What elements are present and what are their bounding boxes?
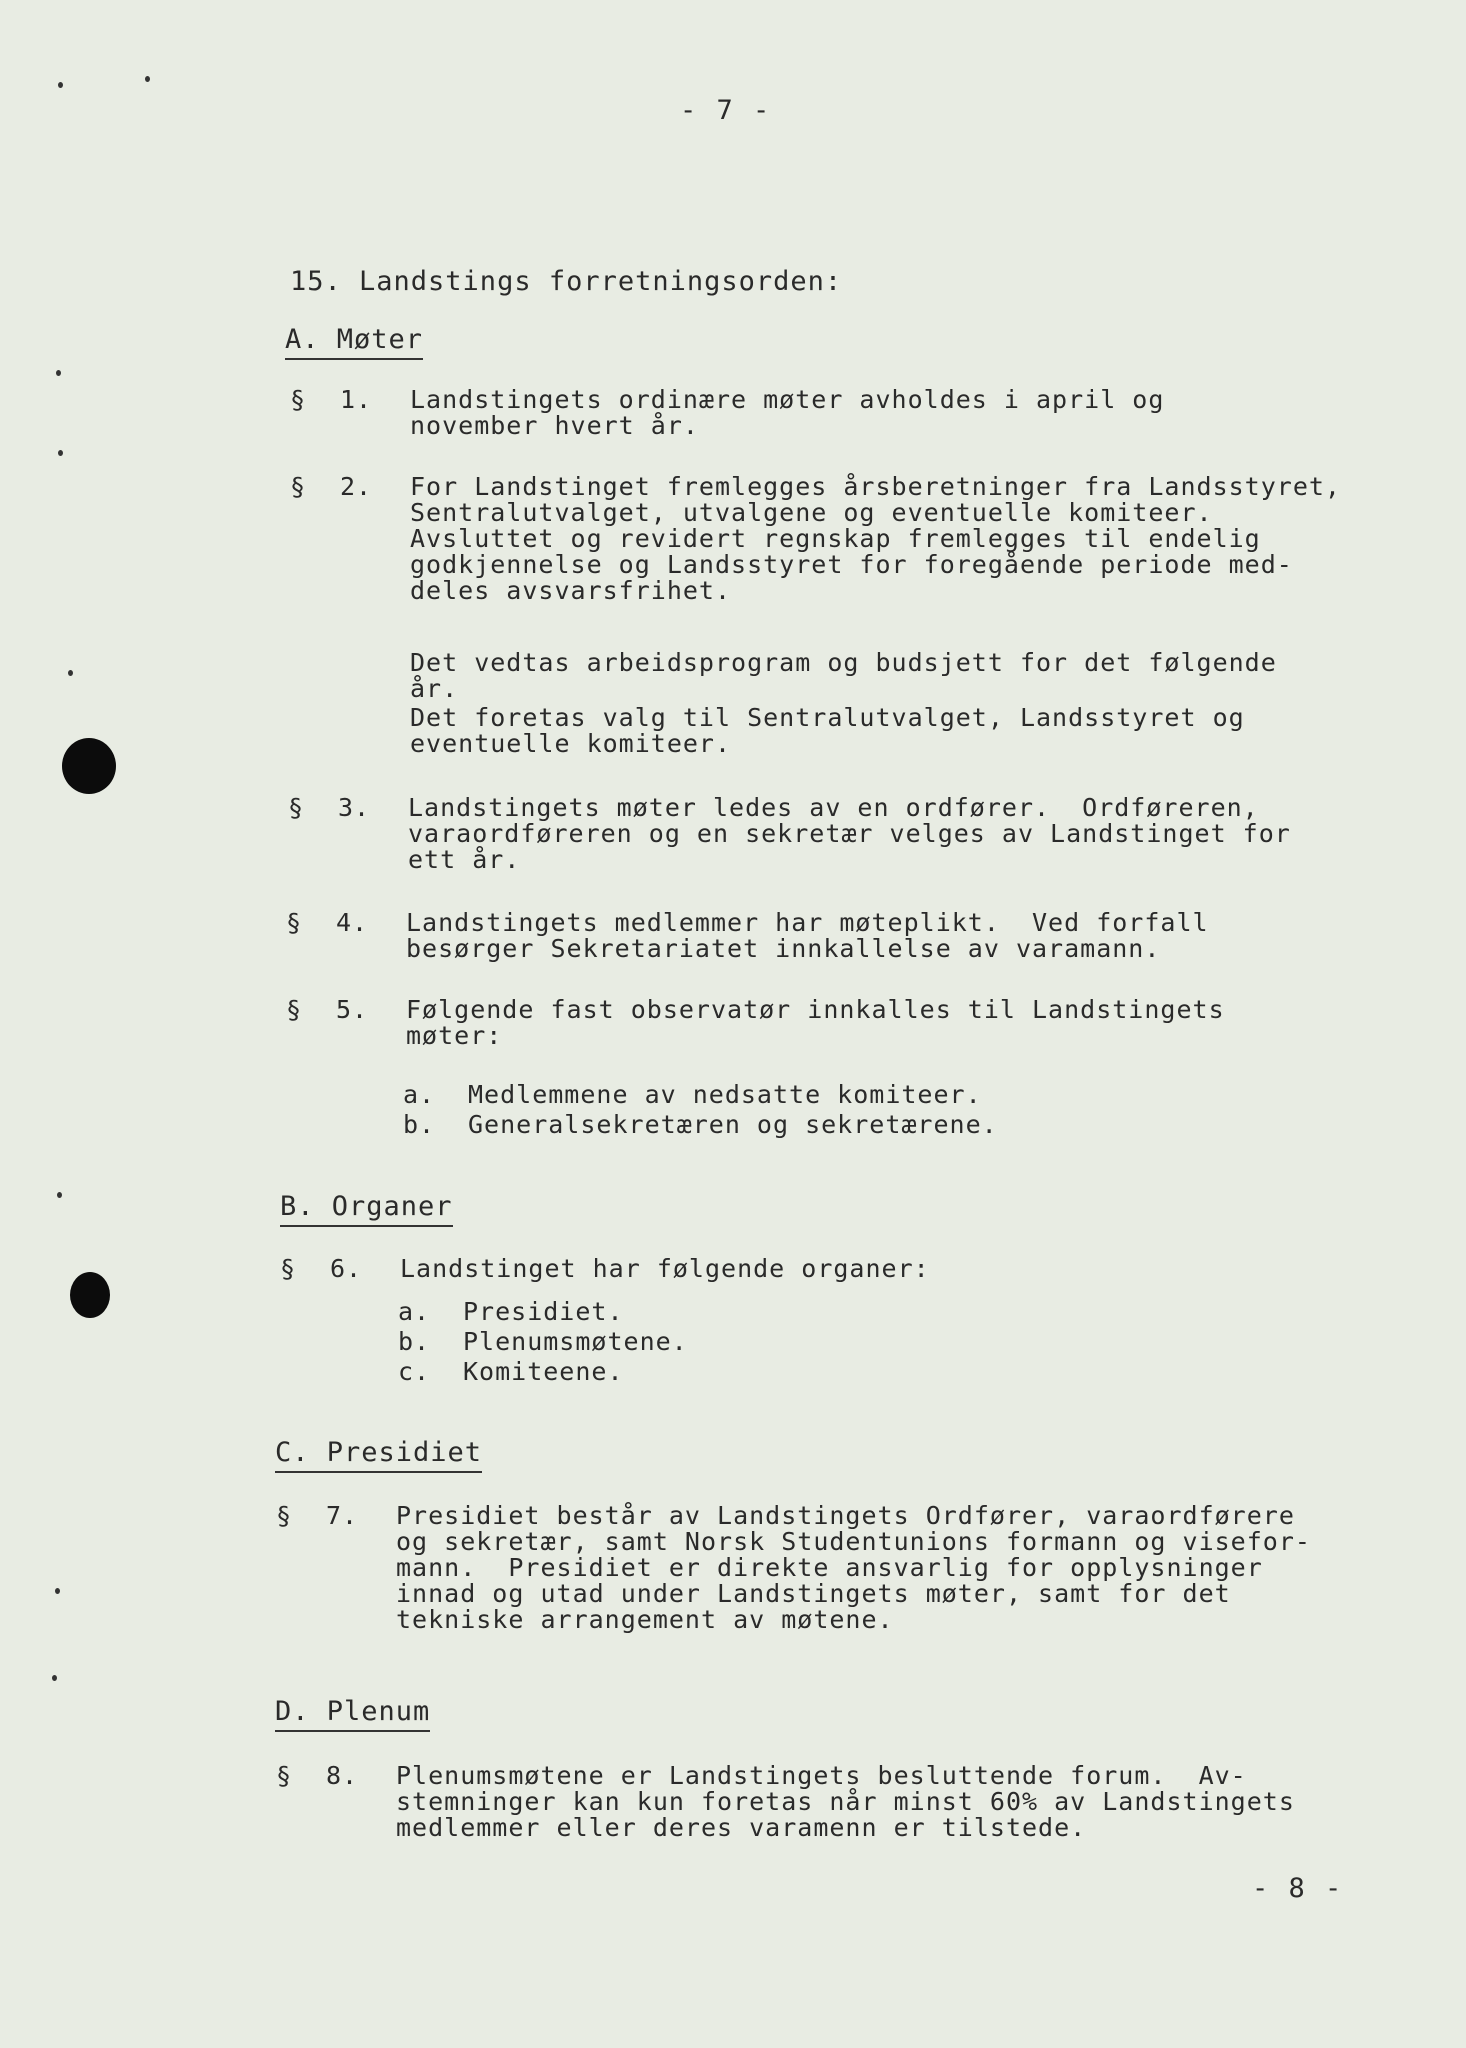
paragraph-number: 3.	[338, 793, 371, 822]
paragraph-text: Det vedtas arbeidsprogram og budsjett for det følgende år.	[410, 648, 1277, 703]
paragraph-number: 1.	[340, 385, 373, 414]
list-text: Presidiet.	[463, 1297, 624, 1326]
section-symbol: §	[286, 908, 303, 937]
next-page-indicator: - 8 -	[1252, 1873, 1344, 1904]
section-symbol: §	[280, 1254, 297, 1283]
paragraph-text: For Landstinget fremlegges årsberetninger fra Landsstyret, Sentralutvalget, utvalgene og eventuelle komiteer. Avsluttet og revidert regnskap fremlegges til endelig godkjennelse og Landsstyret for foregående periode med- deles avsvarsfrihet.	[410, 472, 1341, 605]
list-letter: b.	[403, 1110, 436, 1139]
paragraph-text: Landstingets ordinære møter avholdes i april og november hvert år.	[410, 385, 1165, 440]
section-heading-plenum: D. Plenum	[275, 1696, 430, 1732]
paragraph-text: Det foretas valg til Sentralutvalget, Landsstyret og eventuelle komiteer.	[410, 703, 1245, 758]
paragraph-text: Landstinget har følgende organer:	[400, 1254, 930, 1283]
paragraph-number: 6.	[330, 1254, 363, 1283]
section-symbol: §	[290, 472, 307, 501]
paragraph-number: 4.	[336, 908, 369, 937]
page-number: - 7 -	[680, 95, 772, 126]
paragraph-text: Følgende fast observatør innkalles til Landstingets møter:	[406, 995, 1225, 1050]
paragraph-number: 8.	[326, 1761, 359, 1790]
paper-speck	[56, 370, 61, 376]
list-letter: a.	[398, 1297, 431, 1326]
list-letter: b.	[398, 1327, 431, 1356]
section-symbol: §	[288, 793, 305, 822]
paragraph-number: 7.	[326, 1501, 359, 1530]
paper-speck	[52, 1675, 57, 1681]
paragraph-number: 2.	[340, 472, 373, 501]
document-heading: 15. Landstings forretningsorden:	[290, 266, 843, 297]
paragraph-text: Presidiet består av Landstingets Ordfører, varaordførere og sekretær, samt Norsk Studentunions formann og visefor- mann. Presidiet er direkte ansvarlig for opplysninger innad og utad under Landstingets møter, samt for det tekniske arrangement av møtene.	[396, 1501, 1311, 1634]
list-text: Komiteene.	[463, 1357, 624, 1386]
section-heading-presidiet: C. Presidiet	[275, 1437, 482, 1473]
list-letter: c.	[398, 1357, 431, 1386]
paper-speck	[58, 82, 63, 88]
section-heading-organer: B. Organer	[280, 1191, 453, 1227]
punch-hole-mark	[62, 738, 116, 794]
list-text: Medlemmene av nedsatte komiteer.	[468, 1080, 982, 1109]
section-symbol: §	[276, 1501, 293, 1530]
punch-hole-mark	[70, 1272, 110, 1318]
list-text: Plenumsmøtene.	[463, 1327, 688, 1356]
section-symbol: §	[290, 385, 307, 414]
paragraph-text: Landstingets medlemmer har møteplikt. Ved forfall besørger Sekretariatet innkallelse av varamann.	[406, 908, 1209, 963]
paper-speck	[145, 76, 150, 82]
paper-speck	[58, 450, 63, 456]
section-symbol: §	[286, 995, 303, 1024]
section-heading-moter: A. Møter	[285, 324, 423, 360]
list-letter: a.	[403, 1080, 436, 1109]
paragraph-number: 5.	[336, 995, 369, 1024]
paragraph-text: Plenumsmøtene er Landstingets besluttende forum. Av- stemninger kan kun foretas når minst 60% av Landstingets medlemmer eller deres varamenn er tilstede.	[396, 1761, 1295, 1842]
list-text: Generalsekretæren og sekretærene.	[468, 1110, 998, 1139]
paper-speck	[55, 1588, 60, 1594]
paper-speck	[57, 1192, 62, 1198]
paper-speck	[68, 670, 73, 676]
paragraph-text: Landstingets møter ledes av en ordfører. Ordføreren, varaordføreren og en sekretær velges av Landstinget for ett år.	[408, 793, 1291, 874]
section-symbol: §	[276, 1761, 293, 1790]
